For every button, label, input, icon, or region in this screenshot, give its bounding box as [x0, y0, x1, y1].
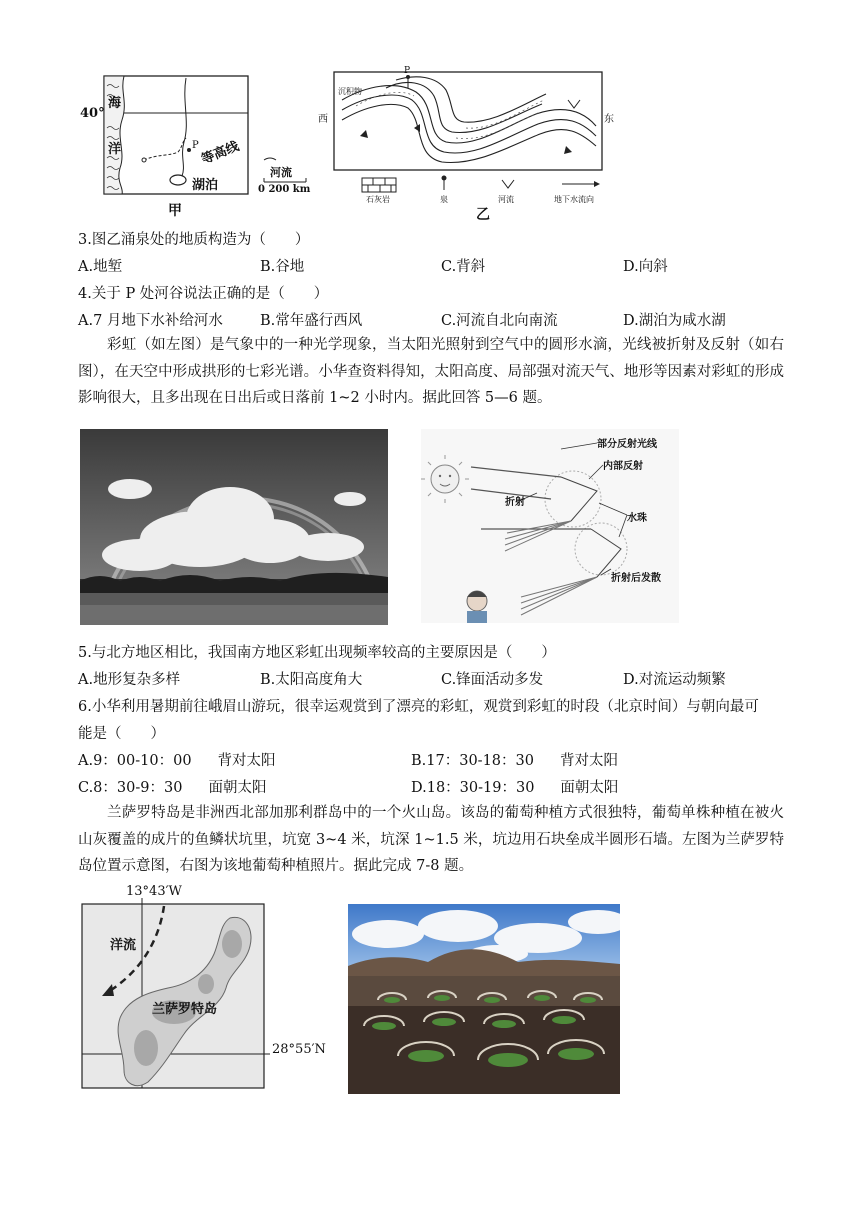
legend-limestone: 石灰岩	[366, 195, 390, 204]
contour-label: 等高线	[199, 139, 242, 168]
q6-option-a-direction: 背对太阳	[217, 753, 276, 769]
lanzarote-map	[80, 884, 340, 1092]
rainbow-intro-paragraph: 彩虹（如左图）是气象中的一种光学现象，当太阳光照射到空气中的圆形水滴，光线被折射及反射（如右图），在天空中形成拱形的七彩光谱。小华查资料得知，太阳高度、局部强对流天气、地形等因素对彩虹的形成影响很大，且多出现在日出后或日落前 1~2 小时内。据此回答 5—6 题。	[78, 337, 784, 406]
label-dispersion: 折射后发散	[611, 573, 661, 584]
river-label: 河流	[270, 166, 292, 179]
lanzarote-intro-paragraph: 兰萨罗特岛是非洲西北部加那利群岛中的一个火山岛。该岛的葡萄种植方式很独特，葡萄单株种植在被火山灰覆盖的成片的鱼鳞状坑里，坑宽 3~4 米，坑深 1~1.5 米，坑边用石块垒成半圆形石墙。左图为兰萨罗特岛位置示意图，右图为该地葡萄种植照片。据此完成 7-8 题。	[78, 805, 784, 874]
legend-river: 河流	[498, 195, 514, 204]
q6-option-c-direction: 面朝太阳	[208, 780, 267, 796]
q6-option-b[interactable]	[411, 749, 618, 770]
label-internal-reflection: 内部反射	[603, 461, 643, 472]
q4-stem: 4.关于 P 处河谷说法正确的是（ ）	[78, 286, 329, 302]
east-label: 东	[604, 114, 614, 125]
q4-option-c[interactable]: C.河流自北向南流	[441, 313, 558, 329]
q6-option-a[interactable]	[78, 749, 276, 770]
sediment-label: 沉积物	[338, 87, 362, 96]
q6-option-a-time: A.9：00-10：00	[78, 753, 192, 769]
q4-option-b[interactable]: B.常年盛行西风	[260, 313, 363, 329]
q3-stem: 3.图乙涌泉处的地质构造为（ ）	[78, 232, 310, 248]
q4-option-d[interactable]: D.湖泊为咸水湖	[623, 313, 726, 329]
label-partial-reflection: 部分反射光线	[597, 439, 657, 450]
lanzarote-map-drawing	[80, 884, 340, 1092]
q3-option-a[interactable]: A.地堑	[78, 259, 123, 275]
q6-option-b-time: B.17：30-18：30	[411, 753, 534, 769]
west-label: 西	[318, 114, 328, 125]
q6-option-d[interactable]	[411, 776, 618, 797]
q6-option-b-direction: 背对太阳	[559, 753, 618, 769]
legend-spring: 泉	[440, 195, 448, 204]
q6-option-c[interactable]	[78, 776, 266, 797]
figure-yi	[316, 66, 616, 224]
rainbow-photo	[80, 429, 388, 625]
q5-option-c[interactable]: C.锋面活动多发	[441, 672, 544, 688]
q6-option-c-time: C.8：30-9：30	[78, 780, 183, 796]
vineyard-photo	[348, 904, 620, 1094]
latitude-label: 40°	[80, 106, 105, 121]
latitude-label-lanzarote: 28°55′N	[272, 1042, 326, 1057]
q6-stem-line2: 能是（ ）	[78, 726, 165, 742]
q3-option-b[interactable]: B.谷地	[260, 259, 305, 275]
figure-yi-caption: 乙	[476, 207, 490, 223]
sea-char-2: 洋	[108, 142, 122, 157]
legend-groundwater-flow: 地下水流向	[554, 195, 594, 204]
q5-option-b[interactable]: B.太阳高度角大	[260, 672, 363, 688]
vineyard-photo-image	[348, 904, 620, 1094]
q5-option-d[interactable]: D.对流运动频繁	[623, 672, 726, 688]
q5-stem: 5.与北方地区相比，我国南方地区彩虹出现频率较高的主要原因是（ ）	[78, 645, 556, 661]
figure-jia-caption: 甲	[168, 203, 182, 219]
q6-stem-line1: 6.小华利用暑期前往峨眉山游玩，很幸运观赏到了漂亮的彩虹，观赏到彩虹的时段（北京时间）与朝向最可	[78, 699, 759, 715]
q4-option-a[interactable]: A.7 月地下水补给河水	[78, 313, 223, 329]
label-refraction: 折射	[505, 497, 525, 508]
point-p-label-yi: P	[404, 66, 411, 76]
label-droplet: 水珠	[627, 513, 647, 524]
rainbow-diagram	[421, 429, 679, 623]
ocean-current-label: 洋流	[110, 938, 137, 953]
sea-char-1: 海	[108, 96, 122, 111]
q6-option-d-time: D.18：30-19：30	[411, 780, 535, 796]
figure-jia	[78, 72, 318, 220]
scale-label: 0 200 km	[258, 184, 311, 195]
island-label: 兰萨罗特岛	[152, 1002, 218, 1017]
q3-option-d[interactable]: D.向斜	[623, 259, 668, 275]
q6-option-d-direction: 面朝太阳	[560, 780, 619, 796]
q3-option-c[interactable]: C.背斜	[441, 259, 486, 275]
lake-label: 湖泊	[192, 178, 219, 193]
longitude-label: 13°43′W	[126, 884, 182, 899]
rainbow-photo-image	[80, 429, 388, 625]
point-p-label: P	[192, 140, 199, 151]
q5-option-a[interactable]: A.地形复杂多样	[78, 672, 181, 688]
